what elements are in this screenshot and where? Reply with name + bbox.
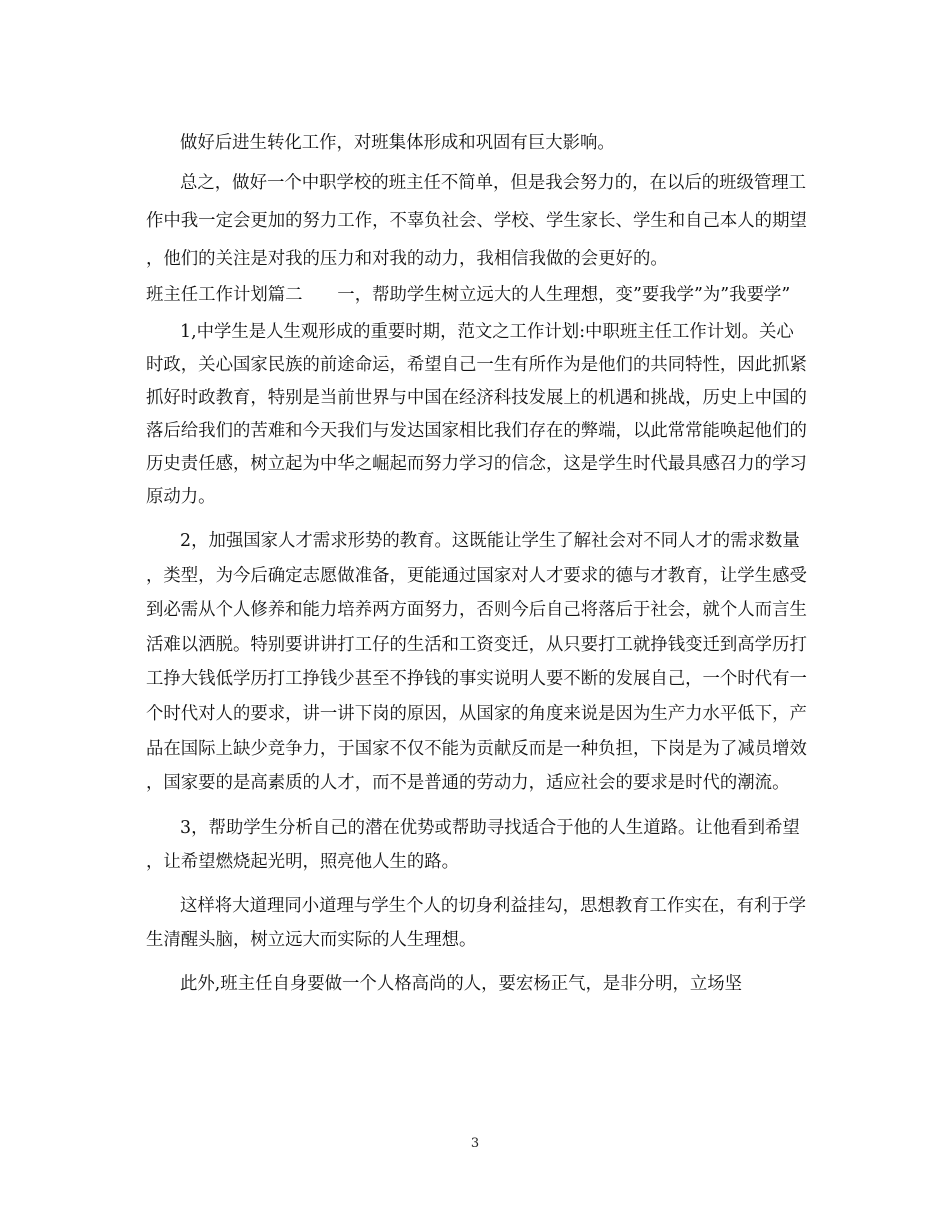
section-heading: 班主任工作计划篇二 一，帮助学生树立远大的人生理想，变”要我学”为”我要学”: [146, 285, 791, 305]
paragraph: 总之，做好一个中职学校的班主任不简单，但是我会努力的，在以后的班级管理工作中我一定会更加的努力工作，不辜负社会、学校、学生家长、学生和自己本人的期望，他们的关注是对我的压力和对我的动力，我相信我做的会更好的。: [146, 173, 807, 269]
paragraph: 2，加强国家人才需求形势的教育。这既能让学生了解社会对不同人才的需求数量，类型，为今后确定志愿做准备，更能通过国家对人才要求的德与才教育，让学生感受到必需从个人修养和能力培养两方面努力，否则今后自己将落后于社会，就个人而言生活难以洒脱。特别要讲讲打工仔的生活和工资变迁，从只要打工就挣钱变迁到高学历打工挣大钱低学历打工挣钱少甚至不挣钱的事实说明人要不断的发展自己，一个时代有一个时代对人的要求，讲一讲下岗的原因，从国家的角度来说是因为生产力水平低下，产品在国际上缺少竞争力，于国家不仅不能为贡献反而是一种负担，下岗是为了减员增效，国家要的是高素质的人才，而不是普通的劳动力，适应社会的要求是时代的潮流。: [146, 531, 807, 794]
page-number: 3: [470, 1136, 480, 1151]
paragraph: 做好后进生转化工作，对班集体形成和巩固有巨大影响。: [180, 133, 615, 153]
paragraph: 1,中学生是人生观形成的重要时期，范文之工作计划:中职班主任工作计划。关心时政，关心国家民族的前途命运，希望自己一生有所作为是他们的共同特性，因此抓紧抓好时政教育，特别是当前世界与中国在经济科技发展上的机遇和挑战，历史上中国的落后给我们的苦难和今天我们与发达国家相比我们存在的弊端，以此常常能唤起他们的历史责任感，树立起为中华之崛起而努力学习的信念，这是学生时代最具感召力的学习原动力。: [146, 322, 807, 507]
paragraph: 3，帮助学生分析自己的潜在优势或帮助寻找适合于他的人生道路。让他看到希望，让希望燃烧起光明，照亮他人生的路。: [146, 817, 800, 872]
paragraph: 此外,班主任自身要做一个人格高尚的人，要宏杨正气，是非分明，立场坚: [180, 973, 743, 994]
document-body: [146, 128, 810, 1001]
paragraph: 这样将大道理同小道理与学生个人的切身利益挂勾，思想教育工作实在，有利于学生清醒头脑，树立远大而实际的人生理想。: [146, 895, 807, 950]
